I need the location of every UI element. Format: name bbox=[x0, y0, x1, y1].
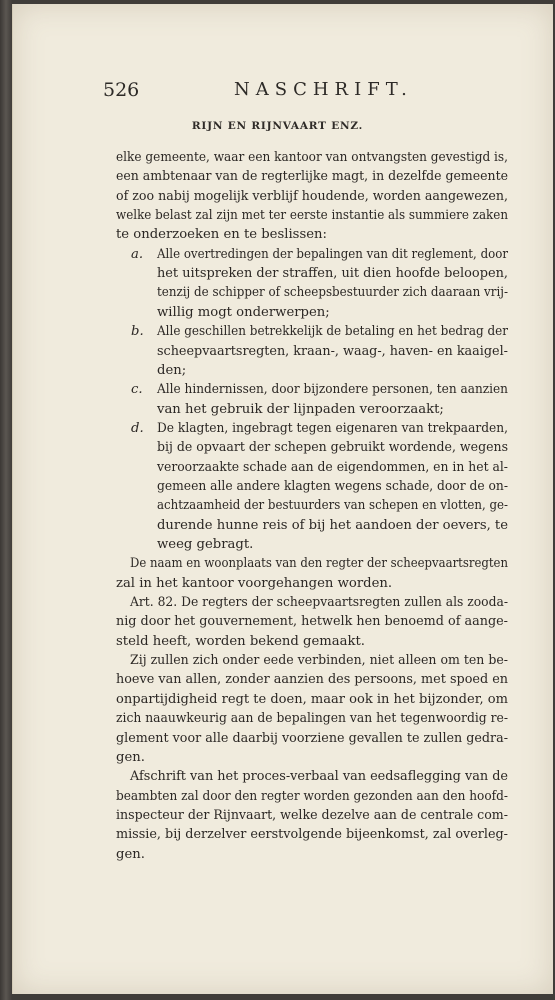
list-marker: a. bbox=[131, 246, 144, 262]
running-title: NASCHRIFT. bbox=[234, 79, 413, 100]
list-item-line: gemeen alle andere klagten wegens schade, door de on- bbox=[157, 478, 508, 494]
list-item-line: De klagten, ingebragt tegen eigenaren van trekpaarden, bbox=[157, 420, 508, 436]
paragraph-line: Art. 82. De regters der scheepvaartsregten zullen als zooda- bbox=[130, 595, 508, 611]
list-item-line: achtzaamheid der bestuurders van schepen en vlotten, ge- bbox=[157, 498, 508, 514]
intro-line: elke gemeente, waar een kantoor van ontvangsten gevestigd is, bbox=[116, 150, 508, 165]
list-item-line: van het gebruik der lijnpaden veroorzaakt; bbox=[157, 401, 444, 417]
paragraph-line: glement voor alle daarbij voorziene gevallen te zullen gedra- bbox=[116, 730, 508, 746]
intro-line: te onderzoeken en te beslissen: bbox=[116, 227, 327, 243]
list-item-line: weeg gebragt. bbox=[157, 537, 254, 552]
list-item-line: Alle geschillen betrekkelijk de betaling en het bedrag der bbox=[157, 324, 508, 340]
paragraph-line: missie, bij derzelver eerstvolgende bijeenkomst, zal overleg- bbox=[116, 827, 508, 843]
list-marker: c. bbox=[131, 382, 143, 398]
list-item-line: veroorzaakte schade aan de eigendommen, en in het al- bbox=[157, 459, 508, 475]
page-number: 526 bbox=[103, 79, 140, 101]
paragraph-line: inspecteur der Rijnvaart, welke dezelve aan de centrale com- bbox=[116, 807, 508, 823]
list-item-line: tenzij de schipper of scheepsbestuurder zich daaraan vrij- bbox=[157, 285, 508, 301]
list-item-line: Alle overtredingen der bepalingen van dit reglement, door bbox=[157, 246, 508, 262]
list-item-line: willig mogt onderwerpen; bbox=[157, 304, 330, 320]
paragraph-line: nig door het gouvernement, hetwelk hen benoemd of aange- bbox=[116, 614, 508, 630]
paragraph-line: beambten zal door den regter worden gezonden aan den hoofd- bbox=[116, 788, 508, 804]
intro-line: welke belast zal zijn met ter eerste instantie als summiere zaken bbox=[116, 208, 508, 224]
paragraph-line: onpartijdigheid regt te doen, maar ook in het bijzonder, om bbox=[116, 691, 508, 707]
intro-line: of zoo nabij mogelijk verblijf houdende, worden aangewezen, bbox=[116, 188, 508, 204]
paragraph-line: Afschrift van het proces-verbaal van eedsaflegging van de bbox=[130, 769, 508, 785]
paragraph-line: gen. bbox=[116, 749, 145, 765]
intro-line: een ambtenaar van de regterlijke magt, in dezelfde gemeente bbox=[116, 169, 508, 185]
list-item-line: den; bbox=[157, 362, 187, 378]
running-head bbox=[103, 79, 413, 105]
paragraph-line: zich naauwkeurig aan de bepalingen van het tegenwoordig re- bbox=[116, 711, 508, 727]
list-item-line: het uitspreken der straffen, uit dien hoofde beloopen, bbox=[157, 266, 508, 282]
paragraph-line: Zij zullen zich onder eede verbinden, niet alleen om ten be- bbox=[130, 653, 508, 669]
list-item-line: scheepvaartsregten, kraan-, waag-, haven- en kaaigel- bbox=[157, 343, 508, 359]
list-item-line: bij de opvaart der schepen gebruikt wordende, wegens bbox=[157, 440, 508, 456]
paragraph-line: zal in het kantoor voorgehangen worden. bbox=[116, 575, 393, 591]
paragraph-line: De naam en woonplaats van den regter der scheepvaartsregten bbox=[130, 556, 508, 572]
list-item-line: Alle hindernissen, door bijzondere personen, ten aanzien bbox=[157, 382, 508, 398]
list-marker: b. bbox=[131, 324, 144, 340]
paragraph-line: gen. bbox=[116, 846, 145, 862]
paragraph-line: hoeve van allen, zonder aanzien des persoons, met spoed en bbox=[116, 672, 508, 688]
section-heading: RIJN EN RIJNVAART ENZ. bbox=[191, 120, 364, 132]
list-item-line: durende hunne reis of bij het aandoen der oevers, te bbox=[157, 517, 508, 533]
list-marker: d. bbox=[131, 420, 144, 436]
paragraph-line: steld heeft, worden bekend gemaakt. bbox=[116, 633, 365, 649]
